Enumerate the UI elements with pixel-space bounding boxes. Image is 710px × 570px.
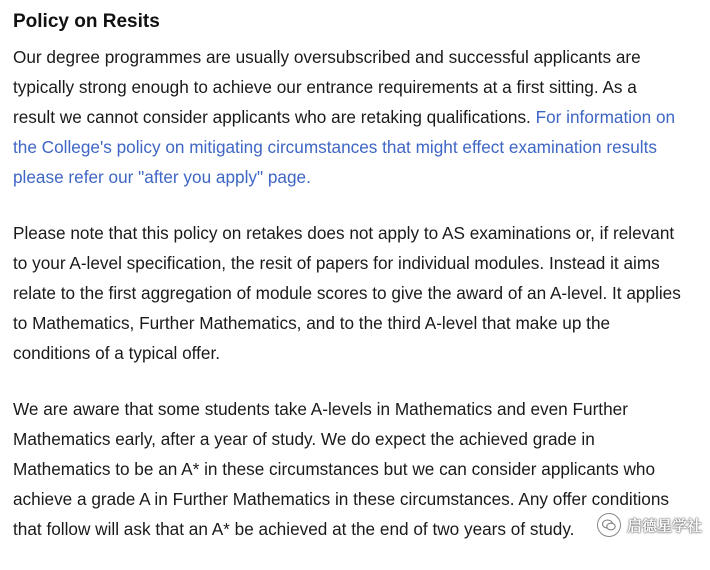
after-you-apply-link[interactable]: For information on the College's policy on mitigating circumstances that might effect examination results please refer our "after you apply" page.: [13, 107, 676, 187]
watermark-text: 启德星学社: [626, 517, 702, 535]
paragraph-retakes-note: Please note that this policy on retakes does not apply to AS examinations or, if relevant to your A-level specification, the resit of papers for individual modules. Instead it aims relate to the first aggregation of module scores to give the award of an A-level. It applies to Mathematics, Further Mathematics, and to the third A-level that make up the conditions of a typical offer.: [13, 223, 681, 363]
paragraph-intro: [13, 42, 683, 192]
watermark: [597, 513, 702, 537]
paragraph-early-maths: We are aware that some students take A-levels in Mathematics and even Further Mathematics early, after a year of study. We do expect the achieved grade in Mathematics to be an A* in these circumstances but we can consider applicants who achieve a grade A in Further Mathematics in these circumstances. Any offer conditions that follow will ask that an A* be achieved at the end of two years of study.: [13, 399, 670, 539]
wechat-logo-icon: [597, 513, 621, 537]
article: [13, 8, 683, 570]
page-title: Policy on Resits: [13, 11, 160, 32]
paragraph-intro-text: Our degree programmes are usually oversubscribed and successful applicants are typically strong enough to achieve our entrance requirements at a first sitting. As a result we cannot consider applicants who are retaking qualifications.: [13, 47, 641, 127]
